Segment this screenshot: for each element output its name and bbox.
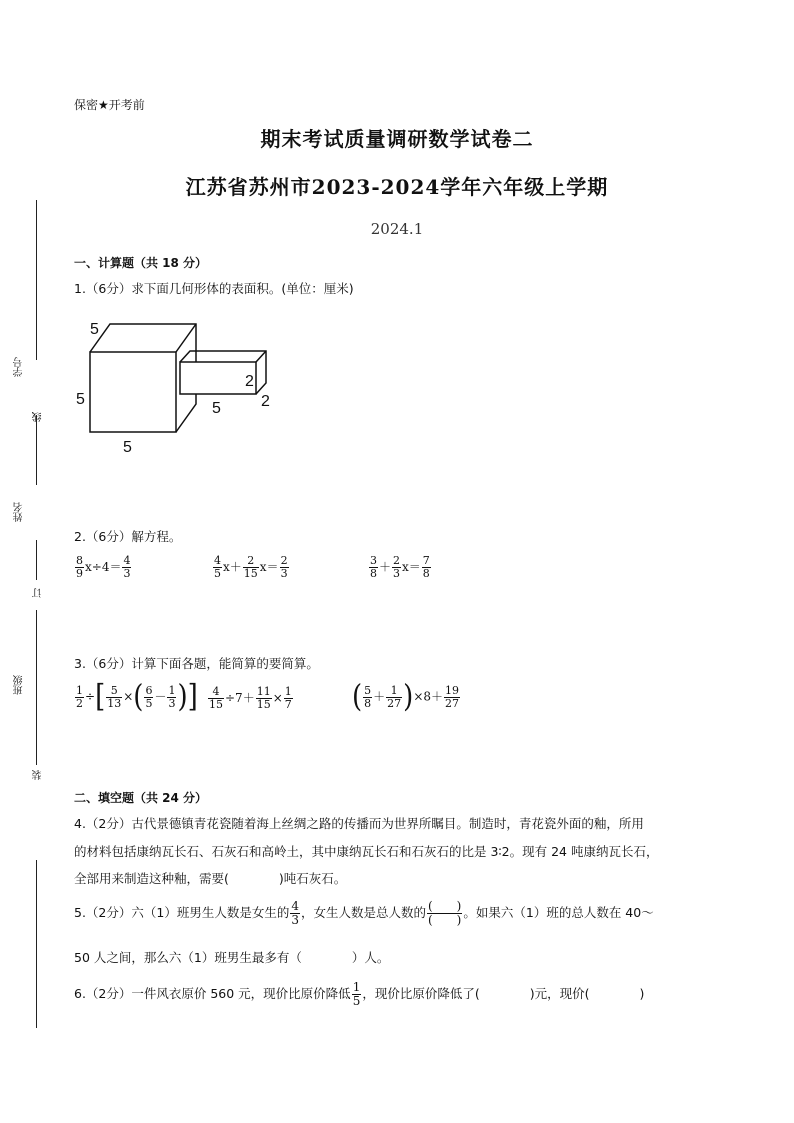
page-subtitle: 江苏省苏州市2023-2024学年六年级上学期	[185, 175, 609, 199]
expression-1: $\frac{1}{2}$ ÷[ $\frac{5}{13}$ ×( $\frac{6}{5}$ － $\frac{1}{3}$ )]	[76, 679, 198, 715]
expression-2: $\frac{4}{15}$ ÷7＋ $\frac{11}{15}$ × $\frac{1}{7}$	[209, 685, 292, 711]
name-label: 姓名	[14, 502, 25, 522]
section-heading: 二、填空题（共 24 分）	[74, 791, 208, 805]
big-depth-label: 5	[90, 321, 99, 338]
binding-line	[36, 540, 37, 580]
binding-line	[36, 860, 37, 1028]
expression-3: ( $\frac{5}{8}$ ＋ $\frac{1}{27}$ )×8＋ $\frac{19}{27}$	[352, 679, 460, 715]
student-no-label: 学号	[14, 357, 25, 377]
small-height-label: 2	[245, 373, 254, 390]
big-width-label: 5	[123, 439, 132, 456]
question-5-line: 50 人之间，那么六（1）班男生最多有（ ）人。	[74, 950, 390, 965]
page-title: 期末考试质量调研数学试卷二	[260, 127, 534, 151]
question-4-line: 4.（2分）古代景德镇青花瓷随着海上丝绸之路的传播而为世界所瞩目。制造时，青花瓷外面的釉，所用	[74, 816, 644, 831]
question-3-text: 3.（6分）计算下面各题，能简算的要简算。	[74, 656, 319, 671]
question-4-line: 的材料包括康纳瓦长石、石灰石和高岭土，其中康纳瓦长石和石灰石的比是 3∶2。现有 24 吨康纳瓦长石，	[74, 844, 659, 859]
question-1-text: 1.（6分）求下面几何形体的表面积。(单位：厘米)	[74, 281, 354, 296]
answer-fraction-blank[interactable]: $\frac{( )}{( )}$	[428, 899, 462, 927]
question-6-line: 6.（2分）一件风衣原价 560 元，现价比原价降低 $\frac{1}{5}$ ，现价比原价降低了( )元，现价( )	[74, 980, 645, 1008]
zhuang-label: 装	[33, 770, 44, 780]
equation-3: $\frac{3}{8}$ ＋ $\frac{2}{3}$ x＝ $\frac{7}{8}$	[370, 554, 430, 580]
confidential-note: 保密★开考前	[74, 98, 145, 112]
question-4-line: 全部用来制造这种釉，需要( )吨石灰石。	[74, 871, 347, 886]
binding-line	[36, 610, 37, 660]
big-height-label: 5	[76, 391, 85, 408]
geometry-figure	[70, 312, 290, 462]
line-label: 线	[33, 412, 44, 422]
binding-line	[36, 655, 37, 765]
binding-line	[36, 415, 37, 485]
small-length-label: 5	[212, 400, 221, 417]
equation-2: $\frac{4}{5}$ x＋ $\frac{2}{15}$ x＝ $\frac{2}{3}$	[214, 554, 288, 580]
small-depth-label: 2	[261, 393, 270, 410]
ding-label: 订	[33, 588, 44, 598]
question-5-line: 5.（2分）六（1）班男生人数是女生的 $\frac{4}{3}$ ，女生人数是总人数的 $\frac{( )}{( )}$ 。如果六（1）班的总人数在 40～	[74, 899, 654, 927]
section-heading: 一、计算题（共 18 分）	[74, 256, 208, 270]
question-2-text: 2.（6分）解方程。	[74, 529, 182, 544]
class-label: 班级	[14, 675, 25, 695]
equation-1: $\frac{8}{9}$ x÷4＝ $\frac{4}{3}$	[76, 554, 131, 580]
exam-date: 2024.1	[370, 220, 424, 238]
